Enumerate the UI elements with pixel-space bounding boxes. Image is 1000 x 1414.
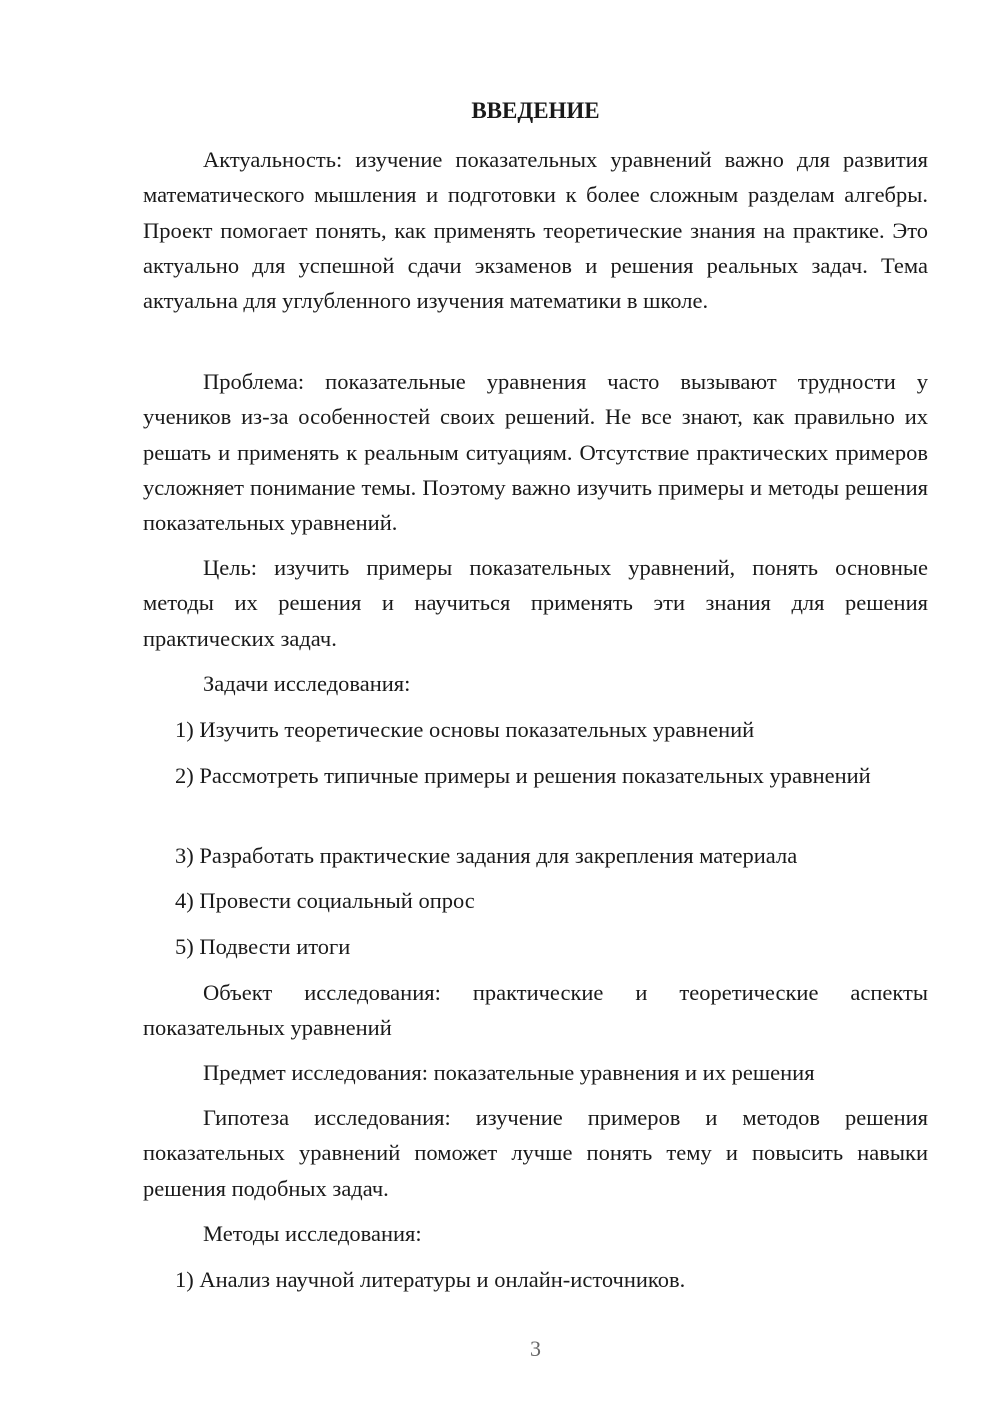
task-item: 1) Изучить теоретические основы показательных уравнений bbox=[175, 717, 755, 742]
method-item: 1) Анализ научной литературы и онлайн-источников. bbox=[175, 1267, 686, 1292]
task-item: 5) Подвести итоги bbox=[175, 934, 351, 959]
object-paragraph: Объект исследования: практические и теоретические аспекты показательных уравнений bbox=[143, 980, 928, 1041]
task-item: 4) Провести социальный опрос bbox=[175, 888, 475, 913]
tasks-heading: Задачи исследования: bbox=[203, 671, 411, 696]
page-number: 3 bbox=[530, 1336, 541, 1361]
task-item: 3) Разработать практические задания для закрепления материала bbox=[175, 843, 798, 868]
goal-paragraph: Цель: изучить примеры показательных уравнений, понять основные методы их решения и научиться применять эти знания для решения практических задач. bbox=[143, 555, 928, 651]
methods-heading: Методы исследования: bbox=[203, 1221, 422, 1246]
section-title: ВВЕДЕНИЕ bbox=[471, 98, 600, 123]
relevance-paragraph: Актуальность: изучение показательных уравнений важно для развития математического мышления и подготовки к более сложным разделам алгебры. Проект помогает понять, как применять теоретические знания на практике. Это актуально для успешной сдачи экзаменов и решения реальных задач. Тема актуальна для углубленного изучения математики в школе. bbox=[143, 147, 928, 314]
document-page bbox=[143, 0, 928, 1414]
subject-paragraph: Предмет исследования: показательные уравнения и их решения bbox=[203, 1060, 815, 1085]
problem-paragraph: Проблема: показательные уравнения часто вызывают трудности у учеников из-за особенностей своих решений. Не все знают, как правильно их решать и применять к реальным ситуациям. Отсутствие практических примеров усложняет понимание темы. Поэтому важно изучить примеры и методы решения показательных уравнений. bbox=[143, 369, 928, 536]
task-item: 2) Рассмотреть типичные примеры и решения показательных уравнений bbox=[175, 763, 871, 788]
hypothesis-paragraph: Гипотеза исследования: изучение примеров и методов решения показательных уравнений поможет лучше понять тему и повысить навыки решения подобных задач. bbox=[143, 1105, 928, 1201]
